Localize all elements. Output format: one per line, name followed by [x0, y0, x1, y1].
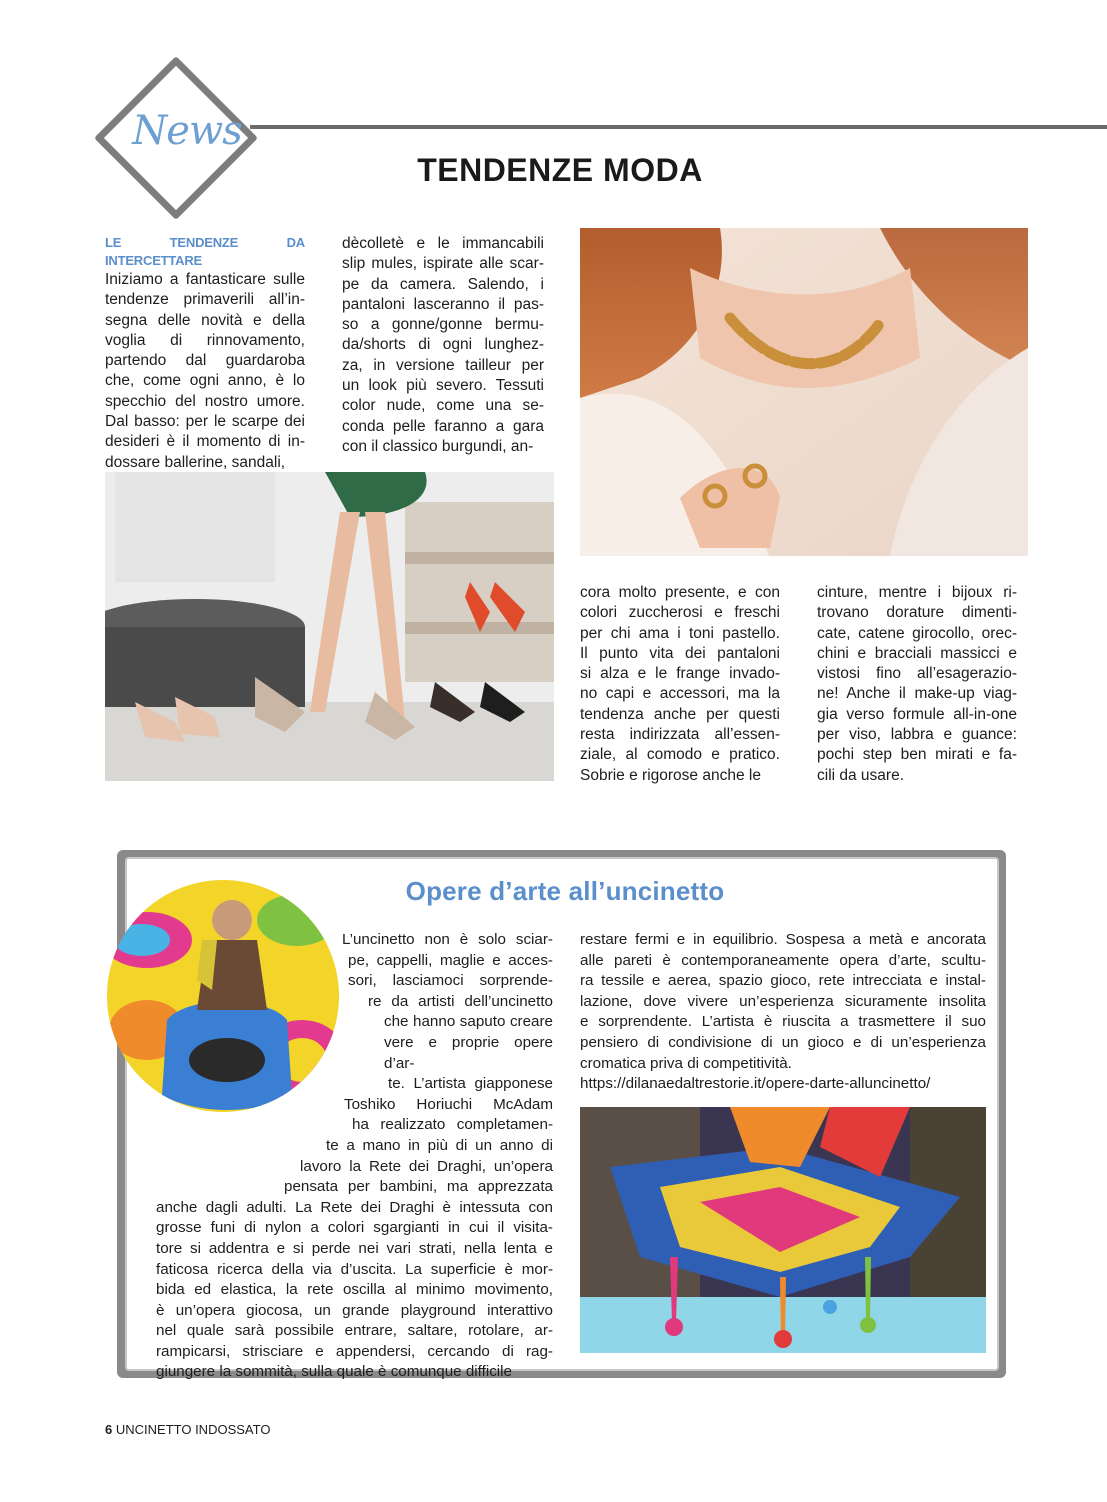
- text-line: tendenza anche per questi: [580, 705, 780, 723]
- text-line: segna delle novità e della: [105, 311, 305, 329]
- text-line: rampicarsi, strisciare e appendersi, cercando di rag-: [156, 1342, 553, 1360]
- text-line: che, come ogni anno, è lo: [105, 372, 305, 390]
- page-footer: [105, 1422, 270, 1437]
- dragon-net-photo: [580, 1107, 986, 1353]
- text-line: ne! Anche il make-up viag-: [817, 685, 1017, 703]
- crochet-article-left: [156, 930, 553, 1383]
- text-line: trovano dorature dimenti-: [817, 604, 1017, 622]
- text-line: Dal basso: per le scarpe dei: [105, 413, 305, 431]
- text-line: slip mules, ispirate alle scar-: [342, 255, 544, 273]
- text-line: ra tessile e aerea, spazio gioco, rete intrecciata e instal-: [580, 972, 986, 990]
- text-line: cili da usare.: [817, 766, 905, 784]
- text-line: per viso, labbra e guance:: [817, 726, 1017, 744]
- text-line: nel quale sarà possibile entrare, saltare, rotolare, ar-: [156, 1322, 553, 1340]
- fashion-column-4-body: [817, 583, 1017, 786]
- text-line: vistosi fino all’esagerazio-: [817, 665, 1017, 683]
- text-line: cate, catene girocollo, orec-: [817, 624, 1017, 642]
- text-line: pe, cappelli, maglie e acces-: [348, 951, 553, 969]
- crochet-title: Opere d’arte all’uncinetto: [405, 876, 725, 906]
- text-line: L’uncinetto non è solo sciar-: [342, 931, 553, 948]
- text-line: gia verso formule all-in-one: [817, 705, 1017, 723]
- news-badge-label: News: [132, 108, 242, 154]
- page-number: 6: [105, 1422, 113, 1437]
- fashion-column-3-body: [580, 583, 780, 786]
- text-line: specchio del nostro umore.: [105, 392, 305, 410]
- text-line: sori, lasciamoci sorprende-: [348, 972, 553, 990]
- text-line: pensata per bambini, ma apprezzata: [284, 1178, 553, 1196]
- text-line: so a gonne/gonne bermu-: [342, 316, 544, 334]
- text-line: tore si addentra e si perde nei vari strati, nella lenta e: [156, 1239, 553, 1257]
- text-line: cromatica priva di competitività.: [580, 1054, 792, 1072]
- text-line: color nude, come una se-: [342, 397, 544, 415]
- text-line: ha realizzato completamen-: [352, 1116, 553, 1134]
- fashion-column-1-body: [105, 270, 305, 473]
- text-line: per chi ama i toni pastello.: [580, 624, 780, 642]
- text-line: colori zuccherosi e freschi: [580, 604, 780, 622]
- text-line: te. L’artista giapponese: [388, 1075, 553, 1093]
- text-line: lavoro la Rete dei Draghi, un’opera: [300, 1157, 553, 1175]
- text-line: restare fermi e in equilibrio. Sospesa a metà e ancorata: [580, 931, 986, 948]
- text-line: no capi e accessori, ma la: [580, 685, 780, 703]
- text-line: za, in versione tailleur per: [342, 356, 544, 374]
- fashion-column-1: [105, 234, 305, 473]
- text-line: pantaloni lasceranno il pas-: [342, 295, 544, 313]
- text-line: alle pareti è contemporaneamente opera d’arte, scultu-: [580, 951, 986, 969]
- text-line: giungere la sommità, sulla quale è comunque difficile: [156, 1363, 512, 1381]
- fashion-column-2-body: [342, 234, 544, 457]
- text-line: cinture, mentre i bijoux ri-: [817, 584, 1017, 601]
- fashion-column-3: [580, 583, 780, 786]
- text-line: tendenze primaverili all’in-: [105, 291, 305, 309]
- crochet-article-right: [580, 930, 986, 1095]
- text-line: bida ed elastica, la rete oscilla al minimo movimento,: [156, 1281, 553, 1299]
- necklace-photo: [580, 228, 1028, 556]
- text-line: vere e proprie opere d’ar-: [384, 1033, 553, 1072]
- text-line: è un’opera giocosa, un grande playground interattivo: [156, 1301, 553, 1319]
- text-line: con il classico burgundi, an-: [342, 437, 534, 455]
- text-line: faticosa ricerca della via d’uscita. La superficie è mor-: [156, 1260, 553, 1278]
- text-line: voglia di rinnovamento,: [105, 331, 305, 349]
- text-line: resta indirizzata all’essen-: [580, 726, 780, 744]
- text-line: Sobrie e rigorose anche le: [580, 766, 761, 784]
- text-line: un look più severo. Tessuti: [342, 377, 544, 395]
- text-line: dècolletè e le immancabili: [342, 235, 544, 252]
- header-rule: [250, 125, 1107, 129]
- text-line: chini e bracciali massicci e: [817, 644, 1017, 662]
- text-line: e sorprendente. L’artista è riuscita a trasmettere il suo: [580, 1013, 986, 1031]
- text-line: Iniziamo a fantasticare sulle: [105, 271, 305, 288]
- text-line: Il punto vita dei pantaloni: [580, 644, 780, 662]
- text-line: partendo dal guardaroba: [105, 352, 305, 370]
- text-line: anche dagli adulti. La Rete dei Draghi è intessuta con: [156, 1198, 553, 1216]
- fashion-subhead: LE TENDENZE DA INTERCETTARE: [105, 235, 305, 268]
- source-link[interactable]: https://dilanaedaltrestorie.it/opere-darte-alluncinetto/: [580, 1075, 931, 1093]
- text-line: lazione, dove vivere un’esperienza sicuramente insolita: [580, 992, 986, 1010]
- text-line: pensiero di condivisione di un gioco e di un’esperienza: [580, 1033, 986, 1051]
- text-line: ziale, al comodo e pratico.: [580, 746, 780, 764]
- page-title: TENDENZE MODA: [417, 152, 703, 188]
- text-line: grosse funi di nylon a colori sgargianti in cui il visita-: [156, 1219, 553, 1237]
- text-line: che hanno saputo creare: [384, 1013, 553, 1031]
- shoes-photo: [105, 472, 554, 781]
- text-line: re da artisti dell’uncinetto: [368, 992, 553, 1010]
- text-line: Toshiko Horiuchi McAdam: [344, 1095, 553, 1113]
- magazine-name: UNCINETTO INDOSSATO: [115, 1422, 271, 1437]
- text-line: te a mano in più di un anno di: [326, 1136, 553, 1154]
- text-line: da/shorts di ogni lunghez-: [342, 336, 544, 354]
- text-line: pochi step ben mirati e fa-: [817, 746, 1017, 764]
- text-line: pe da camera. Salendo, i: [342, 275, 544, 293]
- text-line: si alza e le frange invado-: [580, 665, 780, 683]
- text-line: desideri è il momento di in-: [105, 433, 305, 451]
- fashion-column-4: [817, 583, 1017, 786]
- text-line: conda pelle faranno a gara: [342, 417, 544, 435]
- text-line: dossare ballerine, sandali,: [105, 453, 286, 471]
- text-line: cora molto presente, e con: [580, 584, 780, 601]
- fashion-column-2: [342, 234, 544, 457]
